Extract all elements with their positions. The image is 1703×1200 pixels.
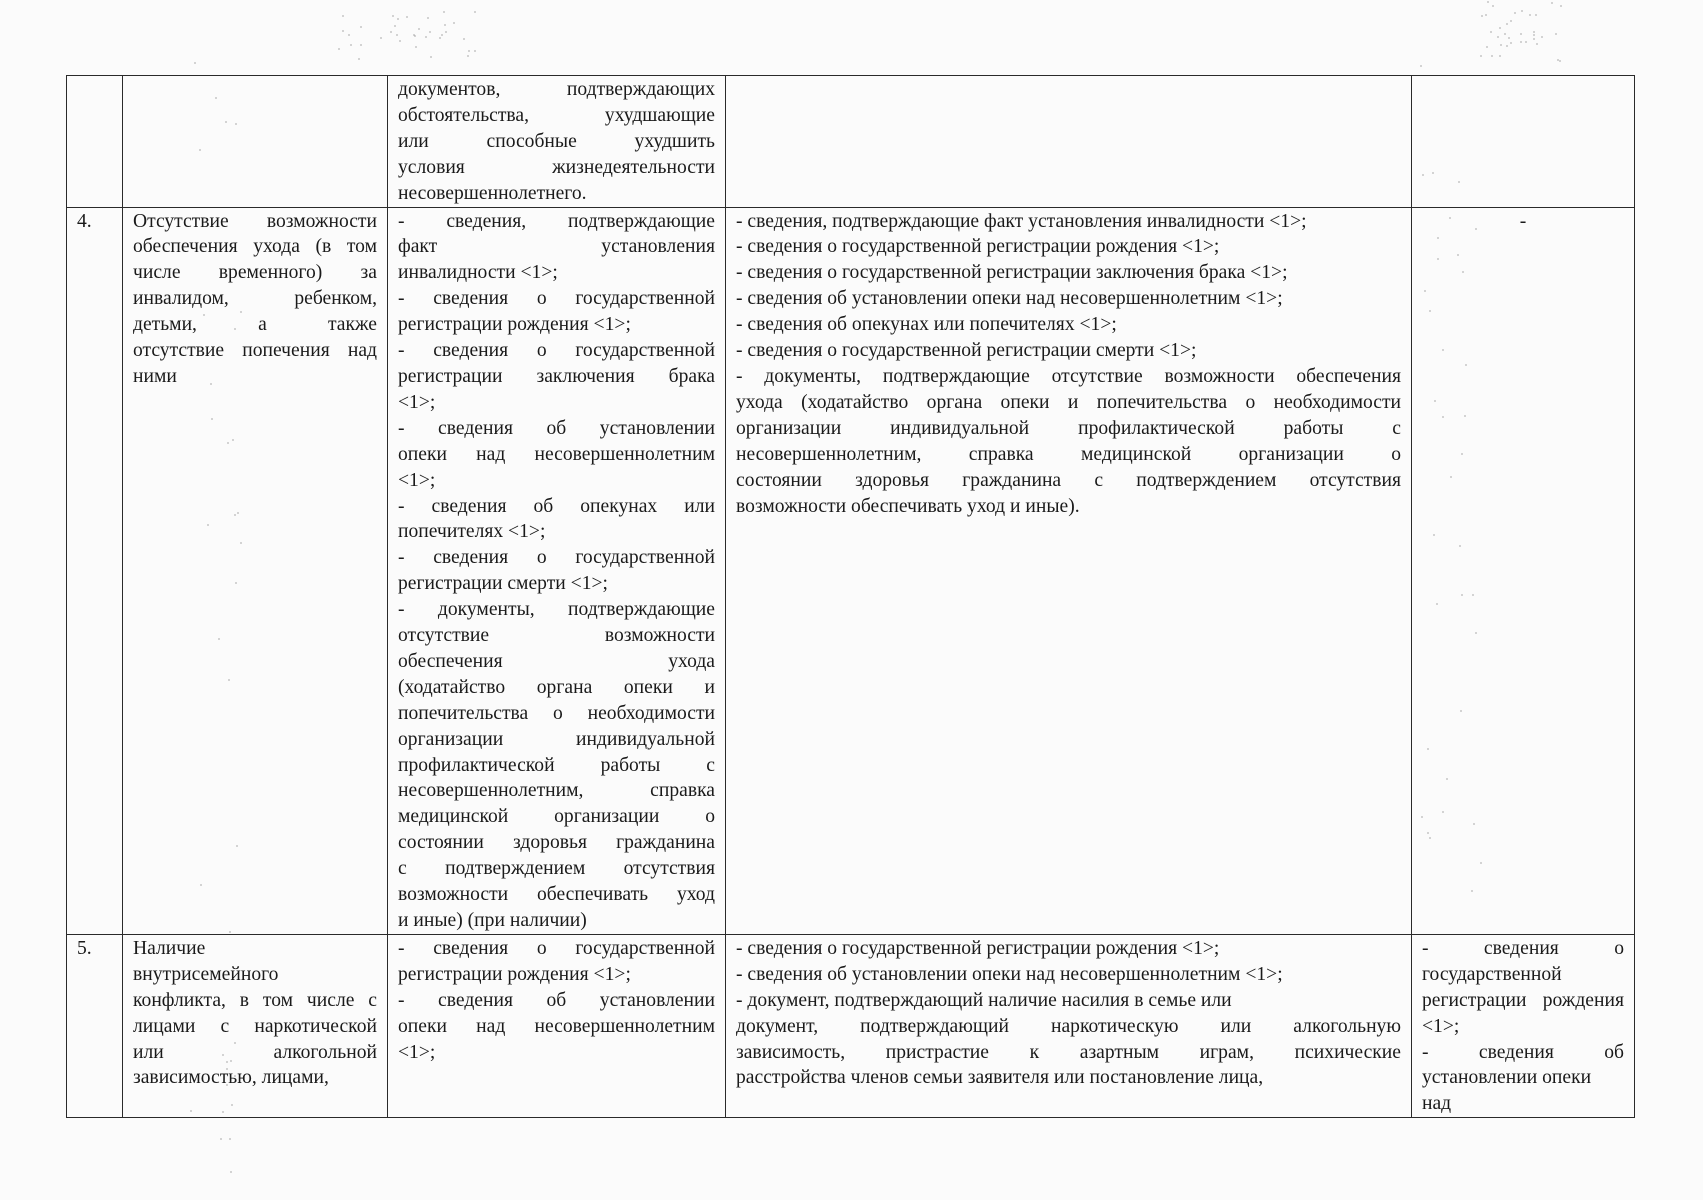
- scan-speck: [1492, 5, 1494, 7]
- scan-speck: [444, 24, 446, 26]
- scan-speck: [468, 50, 470, 52]
- cell-text-line: - сведения об опекунах или: [398, 495, 715, 517]
- cell-text-line: - сведения об установлении: [398, 989, 715, 1011]
- cell-text-line: - сведения об опекунах или попечителях <1>;: [736, 314, 1117, 336]
- scan-speck: [348, 34, 350, 36]
- scan-speck: [463, 38, 465, 40]
- scan-speck: [425, 36, 427, 38]
- scan-speck: [429, 31, 431, 33]
- cell-text-line: внутрисемейного: [133, 963, 279, 985]
- scan-speck: [445, 31, 447, 33]
- scan-speck: [350, 44, 352, 46]
- scan-speck: [1504, 33, 1506, 35]
- cell-text-line: <1>;: [398, 469, 436, 491]
- cell-text-line: детьми, а также: [133, 314, 377, 336]
- cell-text-line: государственной: [1422, 963, 1562, 985]
- scan-speck: [220, 1138, 222, 1140]
- other-docs-cell: [1412, 76, 1635, 208]
- scan-speck: [380, 37, 382, 39]
- scan-speck: [474, 11, 476, 13]
- scan-speck: [1533, 31, 1535, 33]
- other-docs-cell: [1412, 207, 1635, 934]
- cell-text-line: - сведения, подтверждающие факт установления инвалидности <1>;: [736, 210, 1307, 232]
- cell-text-line: попечителях <1>;: [398, 521, 546, 543]
- cell-text-line: обеспечения ухода (в том: [133, 236, 377, 258]
- cell-text-line: документов, подтверждающих: [398, 79, 715, 100]
- scan-speck: [1485, 14, 1487, 16]
- cell-text-line: и иные) (при наличии): [398, 910, 587, 931]
- scan-speck: [392, 15, 394, 17]
- scan-speck: [1551, 2, 1553, 4]
- scan-speck: [342, 30, 344, 32]
- scan-speck: [394, 25, 396, 27]
- cell-text-line: - документ, подтверждающий наличие насилия в семье или: [736, 989, 1232, 1011]
- scan-speck: [229, 1138, 231, 1140]
- cell-text-line: - сведения, подтверждающие: [398, 210, 715, 232]
- cell-text-line: - сведения о государственной регистрации смерти <1>;: [736, 340, 1197, 362]
- scan-speck: [1520, 41, 1522, 43]
- scan-speck: [1520, 33, 1522, 35]
- cell-text-line: - сведения о: [1422, 937, 1624, 959]
- cell-text-line: - сведения о государственной регистрации заключения брака <1>;: [736, 262, 1288, 284]
- scan-speck: [441, 34, 443, 36]
- scan-speck: [1506, 45, 1508, 47]
- applicant-docs-cell: [388, 934, 726, 1117]
- scan-speck: [1499, 55, 1501, 57]
- cell-text-line: условия жизнедеятельности: [398, 156, 715, 178]
- cell-text-line: регистрации заключения брака: [398, 365, 715, 387]
- cell-text-line: - сведения об установлении опеки над несовершеннолетним <1>;: [736, 963, 1283, 985]
- cell-text-line: <1>;: [1422, 1015, 1460, 1037]
- scan-speck: [1500, 44, 1502, 46]
- cell-text-line: возможности обеспечивать уход и иные).: [736, 495, 1080, 517]
- ground-cell: [123, 934, 388, 1117]
- scan-speck: [1420, 65, 1422, 67]
- scan-speck: [453, 22, 455, 24]
- cell-text-line: несовершеннолетнего.: [398, 182, 587, 204]
- scan-speck: [1510, 42, 1512, 44]
- cell-text-line: -: [1519, 210, 1527, 232]
- scan-speck: [427, 17, 429, 19]
- cell-text-line: ними: [133, 365, 177, 387]
- cell-text-line: организации индивидуальной: [398, 728, 715, 750]
- scan-speck: [406, 16, 408, 18]
- cell-text-line: регистрации рождения <1>;: [398, 314, 631, 336]
- cell-text-line: лицами с наркотической: [133, 1015, 377, 1037]
- cell-text-line: - сведения о государственной: [398, 288, 715, 310]
- scan-speck: [1510, 20, 1512, 22]
- cell-text-line: установлении опеки над: [1422, 1067, 1592, 1115]
- cell-text-line: медицинской организации о: [398, 806, 715, 828]
- cell-text-line: - сведения о государственной регистрации рождения <1>;: [736, 937, 1220, 959]
- scan-speck: [1514, 12, 1516, 14]
- applicant-docs-cell: [388, 207, 726, 934]
- scan-speck: [1497, 36, 1499, 38]
- cell-text-line: состоянии здоровья гражданина: [398, 832, 715, 854]
- row-number-cell: 5.: [67, 934, 123, 1117]
- cell-text-line: - сведения об установлении опеки над несовершеннолетним <1>;: [736, 288, 1283, 310]
- cell-text-line: обеспечения ухода: [398, 650, 715, 672]
- cell-text-line: - сведения об установлении: [398, 417, 715, 439]
- scan-speck: [230, 1171, 232, 1173]
- scan-speck: [360, 26, 362, 28]
- scan-speck: [1536, 43, 1538, 45]
- cell-text-line: инвалидом, ребенком,: [133, 288, 377, 310]
- row-number-cell: 4.: [67, 207, 123, 934]
- cell-text-line: отсутствие возможности: [398, 625, 715, 647]
- scan-speck: [1481, 15, 1483, 17]
- row-number-cell: [67, 76, 123, 208]
- table-row-continuation: [67, 76, 1635, 208]
- scan-speck: [1521, 10, 1523, 12]
- scan-speck: [1487, 1, 1489, 3]
- cell-text-line: (ходатайство органа опеки и: [398, 676, 715, 698]
- scan-speck: [1535, 14, 1537, 16]
- scan-speck: [474, 50, 476, 52]
- cell-text-line: зависимостью, лицами,: [133, 1067, 329, 1089]
- table-row-4: [67, 207, 1635, 934]
- scan-speck: [1486, 46, 1488, 48]
- cell-text-line: конфликта, в том числе с: [133, 989, 377, 1011]
- interagency-docs-cell: [726, 76, 1412, 208]
- applicant-docs-cell: [388, 76, 726, 208]
- cell-text-line: или способные ухудшить: [398, 130, 715, 152]
- cell-text-line: числе временного) за: [133, 262, 377, 284]
- scan-speck: [1555, 33, 1557, 35]
- cell-text-line: профилактической работы с: [398, 754, 715, 776]
- cell-text-line: несовершеннолетним, справка: [398, 780, 715, 802]
- cell-text-line: несовершеннолетним, справка медицинской организации о: [736, 443, 1401, 465]
- scan-speck: [1533, 34, 1535, 36]
- cell-text-line: опеки над несовершеннолетним: [398, 443, 715, 465]
- cell-text-line: - сведения о государственной: [398, 547, 715, 569]
- cell-text-line: Отсутствие возможности: [133, 210, 377, 232]
- cell-text-line: расстройства членов семьи заявителя или постановление лица,: [736, 1067, 1264, 1089]
- scan-speck: [360, 44, 362, 46]
- scan-speck: [338, 48, 340, 50]
- interagency-docs-cell: [726, 207, 1412, 934]
- scan-speck: [342, 15, 344, 17]
- cell-text-line: регистрации смерти <1>;: [398, 573, 608, 595]
- scan-speck: [1529, 14, 1531, 16]
- cell-text-line: регистрации рождения <1>;: [398, 963, 631, 985]
- cell-text-line: регистрации рождения: [1422, 989, 1624, 1011]
- cell-text-line: - сведения о государственной: [398, 937, 715, 959]
- cell-text-line: документ, подтверждающий наркотическую или алкогольную: [736, 1015, 1401, 1037]
- scan-speck: [430, 56, 432, 58]
- cell-text-line: обстоятельства, ухудшающие: [398, 104, 715, 126]
- cell-text-line: организации индивидуальной профилактической работы с: [736, 417, 1401, 439]
- cell-text-line: отсутствие попечения над: [133, 340, 377, 362]
- other-docs-cell: [1412, 934, 1635, 1117]
- scan-speck: [1499, 27, 1501, 29]
- ground-cell: [123, 207, 388, 934]
- cell-text-line: - документы, подтверждающие отсутствие возможности обеспечения: [736, 365, 1401, 387]
- cell-text-line: опеки над несовершеннолетним: [398, 1015, 715, 1037]
- cell-text-line: с подтверждением отсутствия: [398, 858, 715, 880]
- scan-speck: [397, 18, 399, 20]
- scan-speck: [1541, 36, 1543, 38]
- scan-speck: [358, 58, 360, 60]
- scan-speck: [1533, 38, 1535, 40]
- scan-speck: [390, 31, 392, 33]
- cell-text-line: <1>;: [398, 1041, 436, 1063]
- cell-text-line: возможности обеспечивать уход: [398, 884, 715, 906]
- cell-text-line: - сведения об: [1422, 1041, 1624, 1063]
- scan-speck: [1559, 60, 1561, 62]
- scan-speck: [1480, 55, 1482, 57]
- cell-text-line: или алкогольной: [133, 1041, 377, 1063]
- cell-text-line: состоянии здоровья гражданина с подтверждением отсутствия: [736, 469, 1401, 491]
- scan-speck: [1560, 5, 1562, 7]
- scan-speck: [1557, 59, 1559, 61]
- scan-speck: [1508, 37, 1510, 39]
- scan-speck: [439, 37, 441, 39]
- cell-text-line: - сведения о государственной: [398, 340, 715, 362]
- scan-speck: [415, 46, 417, 48]
- scan-speck: [396, 34, 398, 36]
- table-row-5: [67, 934, 1635, 1117]
- scan-speck: [194, 62, 196, 64]
- scan-speck: [467, 55, 469, 57]
- cell-text-line: Наличие: [133, 937, 206, 959]
- cell-text-line: ухода (ходатайство органа опеки и попечительства о необходимости: [736, 391, 1401, 413]
- cell-text-line: попечительства о необходимости: [398, 702, 715, 724]
- scan-speck: [418, 28, 420, 30]
- cell-text-line: - сведения о государственной регистрации рождения <1>;: [736, 236, 1220, 258]
- cell-text-line: зависимость, пристрастие к азартным играм, психические: [736, 1041, 1401, 1063]
- scan-speck: [399, 40, 401, 42]
- scan-speck: [1525, 41, 1527, 43]
- cell-text-line: факт установления: [398, 236, 715, 258]
- cell-text-line: <1>;: [398, 391, 436, 413]
- cell-text-line: инвалидности <1>;: [398, 262, 558, 284]
- interagency-docs-cell: [726, 934, 1412, 1117]
- scan-speck: [1506, 23, 1508, 25]
- scan-speck: [443, 11, 445, 13]
- scan-speck: [1490, 31, 1492, 33]
- scan-speck: [1491, 55, 1493, 57]
- ground-cell: [123, 76, 388, 208]
- cell-text-line: - документы, подтверждающие: [398, 599, 715, 621]
- services-table: [66, 75, 1635, 1118]
